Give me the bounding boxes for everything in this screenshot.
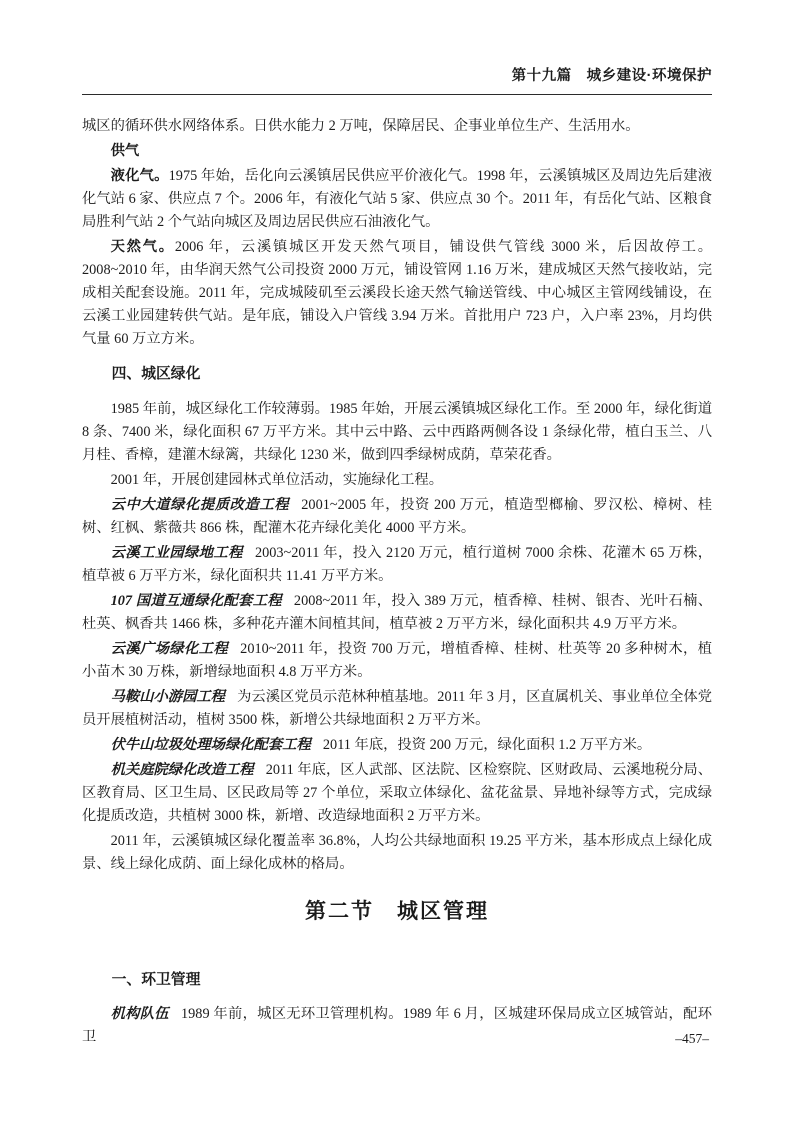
paragraph-project-maanshan-park [82, 686, 712, 732]
lpg-lead: 液化气。 [110, 168, 169, 184]
page-number: –457– [675, 1031, 709, 1046]
paragraph-greening-intro: 1985 年前，城区绿化工作较薄弱。1985 年始，开展云溪镇城区绿化工作。至 2000 年，绿化街道 8 条、7400 米，绿化面积 67 万平方米。其中云中路、云中西路两侧各设 1 条绿化带，植白玉兰、八月桂、香樟，建灌木绿篱，共绿化 1230 米，做到四季绿树成荫，草荣花香。 [82, 401, 712, 463]
heading-sanitation-management: 一、环卫管理 [111, 972, 201, 988]
project-name: 云溪广场绿化工程 [110, 641, 229, 657]
paragraph-lpg [82, 165, 712, 234]
organization-text: 1989 年前，城区无环卫管理机构。1989 年 6 月，区城建环保局成立区城管站，配环卫 [82, 1006, 712, 1045]
paragraph-water-continuation: 城区的循环供水网络体系。日供水能力 2 万吨，保障居民、企事业单位生产、生活用水。 [82, 118, 640, 134]
page-body [82, 95, 712, 1049]
project-name: 机关庭院绿化改造工程 [110, 762, 254, 778]
project-text: 为云溪区党员示范林种植基地。2011 年 3 月，区直属机关、事业单位全体党员开展植树活动，植树 3500 株，新增公共绿地面积 2 万平方米。 [82, 689, 712, 728]
project-text: 2010~2011 年，投资 700 万元，增植香樟、桂树、杜英等 20 多种树木，植小苗木 30 万株，新增绿地面积 4.8 万平方米。 [82, 641, 712, 680]
project-name: 伏牛山垃圾处理场绿化配套工程 [110, 737, 311, 753]
paragraph-greening-2001: 2001 年，开展创建园林式单位活动，实施绿化工程。 [110, 472, 443, 488]
heading-urban-greening: 四、城区绿化 [111, 366, 201, 382]
lpg-text: 1975 年始，岳化向云溪镇居民供应平价液化气。1998 年，云溪镇城区及周边先后建液化气站 6 家、供应点 7 个。2006 年，有液化气站 5 家、供应点 30 个。2011 年，有岳化气站、区粮食局胜利气站 2 个气站向城区及周边居民供应石油液化气。 [82, 168, 712, 230]
section-title-urban-management: 第二节 城区管理 [305, 900, 489, 923]
project-text: 2011 年底，投资 200 万元，绿化面积 1.2 万平方米。 [322, 737, 652, 753]
paragraph-project-yunxi-square [82, 638, 712, 684]
paragraph-project-industrial-park [82, 542, 712, 588]
project-name: 马鞍山小游园工程 [110, 689, 225, 705]
paragraph-project-government-courtyards [82, 759, 712, 828]
paragraph-project-107-highway [82, 590, 712, 636]
heading-gas-supply: 供气 [110, 143, 140, 159]
paragraph-natural-gas [82, 236, 712, 351]
natural-gas-lead: 天然气。 [110, 239, 175, 255]
chapter-header-title: 第十九篇 城乡建设·环境保护 [511, 68, 712, 84]
project-text: 2001~2005 年，投资 200 万元，植造型榔榆、罗汉松、樟树、桂树、红枫、紫薇共 866 株，配灌木花卉绿化美化 4000 平方米。 [82, 497, 712, 536]
project-text: 2003~2011 年，投入 2120 万元，植行道树 7000 余株、花灌木 65 万株，植草被 6 万平方米，绿化面积共 11.41 万平方米。 [82, 545, 712, 584]
natural-gas-text: 2006 年，云溪镇城区开发天然气项目，铺设供气管线 3000 米，后因故停工。2008~2010 年，由华润天然气公司投资 2000 万元，铺设管网 1.16 万米，建成城区天然气接收站，完成相关配套设施。2011 年，完成城陵矶至云溪段长途天然气输送管线、中心城区主管网线铺设，在云溪工业园建转供气站。是年底，铺设入户管线 3.94 万米。首批用户 723 户，入户率 23%，月均供气量 60 万立方米。 [82, 239, 712, 347]
project-name: 107 国道互通绿化配套工程 [110, 593, 282, 609]
project-text: 2008~2011 年，投入 389 万元，植香樟、桂树、银杏、光叶石楠、杜英、枫香共 1466 株，多种花卉灌木间植其间，植草被 2 万平方米，绿化面积共 4.9 万平方米。 [82, 593, 712, 632]
page-header [82, 68, 712, 95]
project-name: 云中大道绿化提质改造工程 [110, 497, 290, 513]
organization-lead: 机构队伍 [110, 1006, 169, 1022]
paragraph-project-yunzhong-avenue [82, 494, 712, 540]
paragraph-organization [82, 1003, 712, 1049]
project-name: 云溪工业园绿地工程 [110, 545, 243, 561]
paragraph-project-funiushan-landfill [82, 734, 712, 757]
paragraph-greening-2011-summary: 2011 年，云溪镇城区绿化覆盖率 36.8%，人均公共绿地面积 19.25 平方米，基本形成点上绿化成景、线上绿化成荫、面上绿化成林的格局。 [82, 833, 712, 872]
project-text: 2011 年底，区人武部、区法院、区检察院、区财政局、云溪地税分局、区教育局、区卫生局、区民政局等 27 个单位，采取立体绿化、盆花盆景、异地补绿等方式，完成绿化提质改造，共植树 3000 株，新增、改造绿地面积 2 万平方米。 [82, 762, 712, 824]
